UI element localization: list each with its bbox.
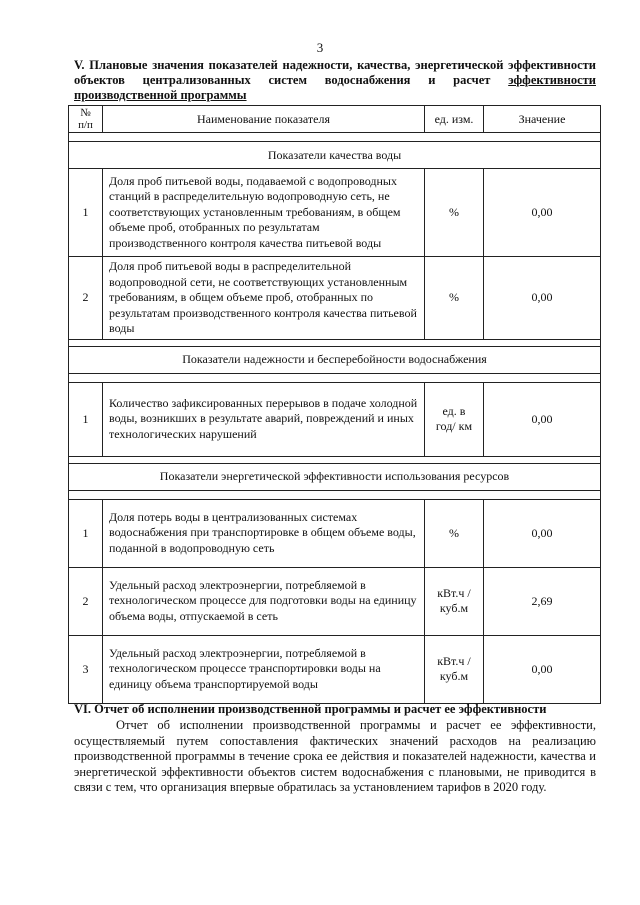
row-name: Удельный расход электроэнергии, потребляемой в технологическом процессе транспортировки воды на единицу объема транспортируемой воды [103, 635, 425, 703]
row-name: Доля потерь воды в централизованных системах водоснабжения при транспортировке в общем объеме воды, поданной в водопроводную сеть [103, 499, 425, 567]
row-num: 2 [69, 257, 103, 340]
row-num: 1 [69, 169, 103, 257]
group-title: Показатели качества воды [69, 142, 601, 169]
row-unit: % [425, 257, 484, 340]
row-value: 0,00 [484, 382, 601, 456]
table-header-row [69, 106, 601, 133]
section-6-body: Отчет об исполнении производственной программы и расчет ее эффективности, осуществляемый путем сопоставления фактических значений расходов на реализацию производственной программы в течение срока ее действия и показателей надежности, качества и энергетической эффективности объектов систем водоснабжения с плановыми, не приводится в связи с тем, что организация впервые обратилась за установлением тарифов в 2020 году. [74, 718, 596, 794]
table-row [69, 635, 601, 703]
row-unit: кВт.ч / куб.м [425, 635, 484, 703]
row-num: 3 [69, 635, 103, 703]
row-unit: ед. в год/ км [425, 382, 484, 456]
group-title: Показатели надежности и бесперебойности водоснабжения [69, 346, 601, 373]
table-row [69, 382, 601, 456]
section-6-title: VI. Отчет об исполнении производственной программы и расчет ее эффективности [74, 702, 547, 716]
row-num: 1 [69, 499, 103, 567]
row-num: 2 [69, 567, 103, 635]
group-title: Показатели энергетической эффективности использования ресурсов [69, 463, 601, 490]
group-row-energy [69, 463, 601, 490]
indicators-table [68, 105, 601, 704]
row-name: Количество зафиксированных перерывов в подаче холодной воды, возникших в результате аварий, повреждений и иных технологических нарушений [103, 382, 425, 456]
row-value: 0,00 [484, 257, 601, 340]
header-num: № п/п [69, 106, 103, 133]
row-name: Удельный расход электроэнергии, потребляемой в технологическом процессе для подготовки воды на единицу объема воды, отпускаемой в сеть [103, 567, 425, 635]
row-value: 0,00 [484, 635, 601, 703]
row-name: Доля проб питьевой воды в распределительной водопроводной сети, не соответствующих установленным требованиям, в общем объеме проб, отобранных по результатам производственного контроля качества питьевой воды [103, 257, 425, 340]
table-row [69, 169, 601, 257]
section-5-title-line1: V. Плановые значения показателей надежности, качества, энергетической эффективности объектов централизованных систем водоснабжения и расчет [74, 58, 596, 87]
group-row-reliability [69, 346, 601, 373]
row-unit: % [425, 169, 484, 257]
table-row [69, 257, 601, 340]
row-name: Доля проб питьевой воды, подаваемой с водопроводных станций в распределительную водопроводную сеть, не соответствующих установленным требованиям, в общем объеме проб, отобранных по результатам производственного контроля качества питьевой воды [103, 169, 425, 257]
row-unit: кВт.ч / куб.м [425, 567, 484, 635]
header-value: Значение [484, 106, 601, 133]
header-unit: ед. изм. [425, 106, 484, 133]
row-unit: % [425, 499, 484, 567]
row-value: 0,00 [484, 169, 601, 257]
group-row-water-quality [69, 142, 601, 169]
table-row [69, 567, 601, 635]
page-number: 3 [316, 40, 324, 55]
header-name: Наименование показателя [103, 106, 425, 133]
section-5-title-line2: эффективности производственной программы [74, 73, 596, 102]
section-5-title [74, 58, 596, 103]
row-value: 0,00 [484, 499, 601, 567]
row-num: 1 [69, 382, 103, 456]
table-row [69, 499, 601, 567]
row-value: 2,69 [484, 567, 601, 635]
